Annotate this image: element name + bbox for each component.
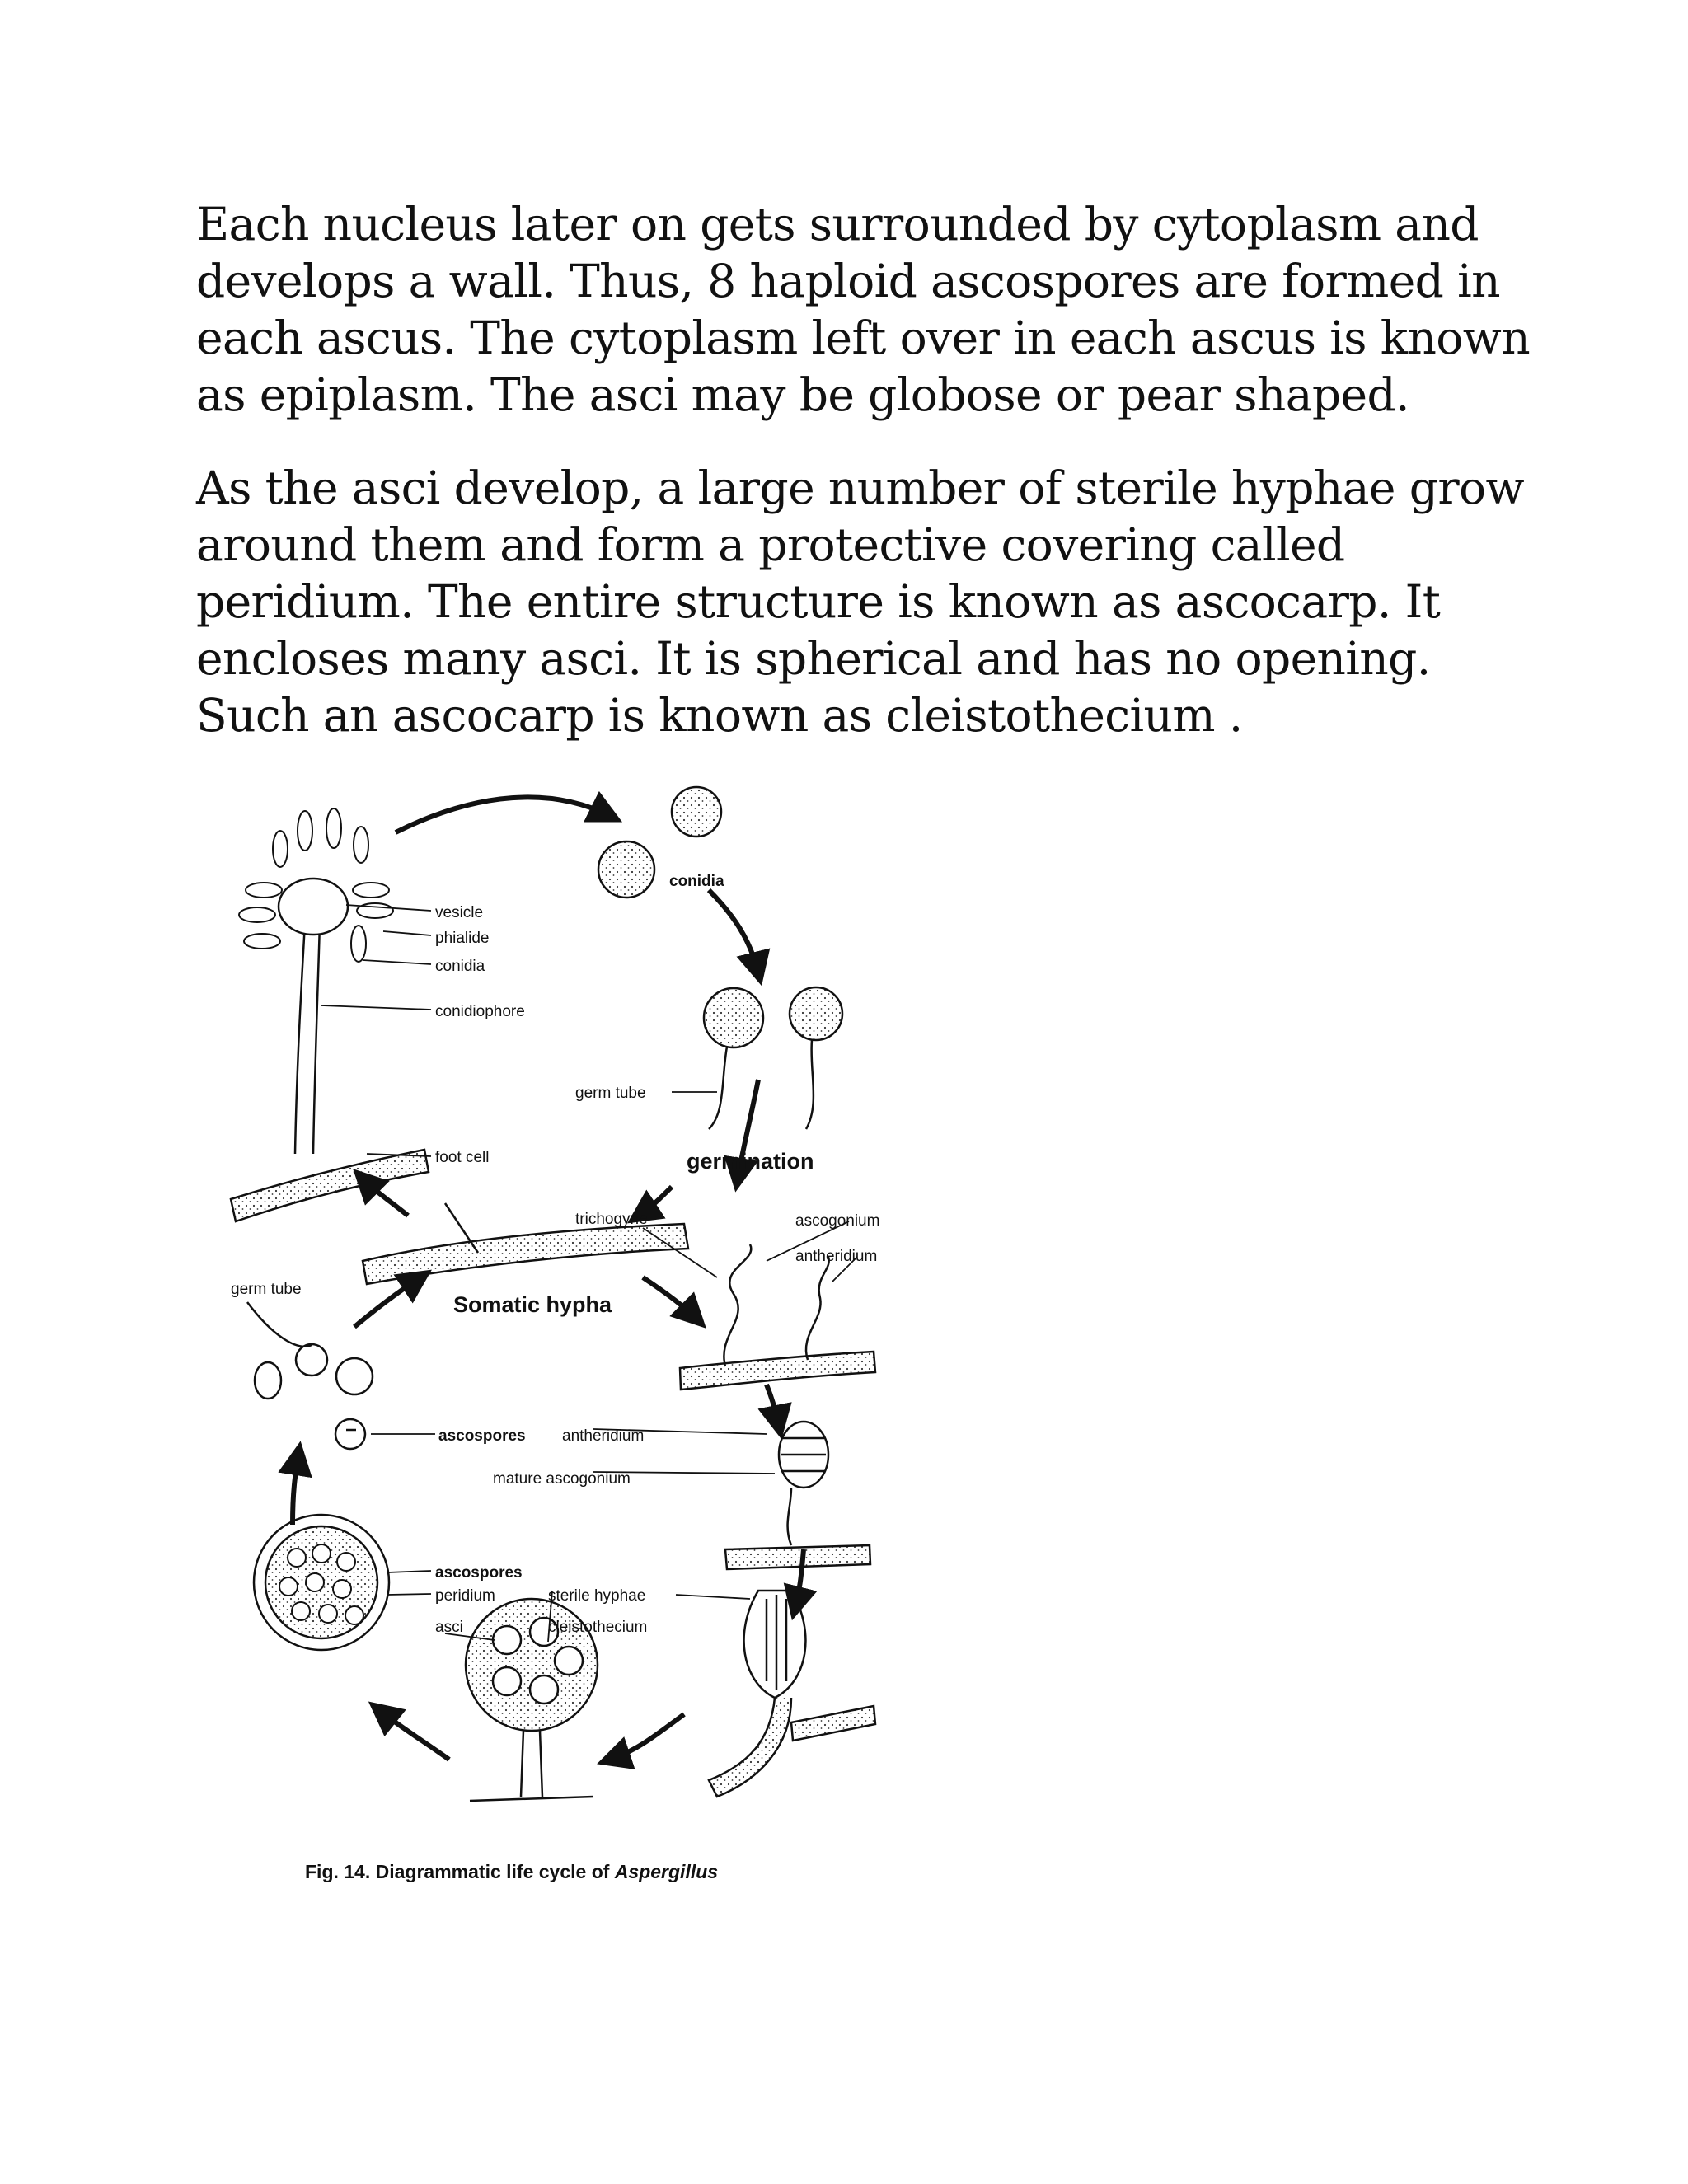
life-cycle-diagram: [223, 766, 915, 1854]
germinating-conidia: [704, 987, 842, 1129]
label-sterile-hyphae: sterile hyphae: [548, 1587, 646, 1605]
label-antheridium-right: antheridium: [795, 1248, 878, 1265]
label-cleistothecium: cleistothecium: [548, 1619, 648, 1636]
mature-ascogonium: [725, 1422, 870, 1569]
text-line: encloses many asci. It is spherical and has no opening.: [196, 632, 1431, 685]
body-text: [196, 196, 1548, 780]
figure-caption: [305, 1861, 718, 1883]
conidiophore-structure: [239, 808, 393, 1154]
label-ascospores-low: ascospores: [435, 1564, 523, 1582]
text-line: peridium. The entire structure is known as ascocarp. It: [196, 575, 1441, 628]
text-line: each ascus. The cytoplasm left over in each ascus is known: [196, 312, 1531, 364]
label-germ-tube-right: germ tube: [575, 1085, 646, 1102]
label-foot-cell: foot cell: [435, 1149, 490, 1166]
text-line: develops a wall. Thus, 8 haploid ascospores are formed in: [196, 255, 1500, 307]
label-vesicle: vesicle: [435, 904, 484, 921]
label-conidiophore: conidiophore: [435, 1003, 525, 1020]
cleistothecium-section: [254, 1515, 389, 1650]
label-somatic-hypha: Somatic hypha: [453, 1292, 612, 1317]
text-line: Each nucleus later on gets surrounded by cytoplasm and: [196, 198, 1479, 251]
paragraph-1: [196, 196, 1548, 424]
label-trichogyne: trichogyne: [575, 1211, 648, 1228]
ascospores-germinating: [247, 1302, 373, 1449]
label-conidia-top: conidia: [669, 873, 724, 890]
label-ascospores-mid: ascospores: [438, 1427, 526, 1445]
label-germination: germination: [687, 1149, 814, 1174]
caption-prefix: Fig. 14. Diagrammatic life cycle of: [305, 1861, 615, 1882]
text-line: Such an ascocarp is known as cleistothecium .: [196, 689, 1243, 742]
label-ascogonium: ascogonium: [795, 1212, 880, 1230]
text-line: around them and form a protective covering called: [196, 518, 1345, 571]
paragraph-2: [196, 460, 1548, 744]
sterile-hyphae-stage: [709, 1591, 875, 1797]
text-line: as epiplasm. The asci may be globose or pear shaped.: [196, 368, 1409, 421]
text-line: As the asci develop, a large number of sterile hyphae grow: [196, 462, 1525, 514]
label-peridium: peridium: [435, 1587, 495, 1605]
label-asci: asci: [435, 1619, 463, 1636]
label-phialide: phialide: [435, 930, 490, 947]
ascogonium-antheridium: [680, 1244, 878, 1390]
caption-genus: Aspergillus: [614, 1861, 719, 1882]
label-germ-tube-left: germ tube: [231, 1281, 302, 1298]
label-conidia-left: conidia: [435, 958, 485, 975]
life-cycle-figure: [223, 766, 915, 1896]
label-antheridium-mid: antheridium: [562, 1427, 645, 1445]
label-mature-ascogonium: mature ascogonium: [493, 1470, 631, 1488]
